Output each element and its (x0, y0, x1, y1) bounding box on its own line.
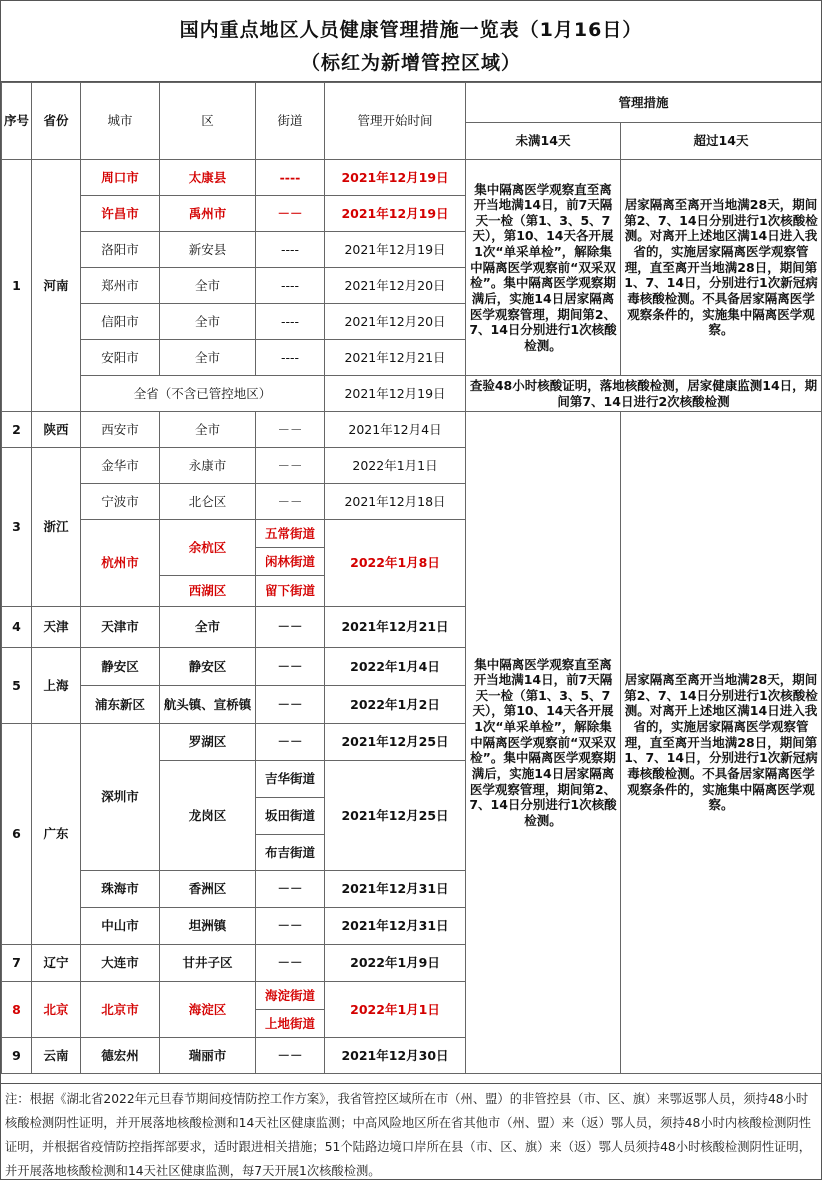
title-block (1, 1, 821, 82)
street-wuchang: 五常街道 (256, 520, 325, 548)
district-zhengzhou: 全市 (160, 268, 256, 304)
city-zhengzhou: 郑州市 (81, 268, 160, 304)
street-xinyang: ---- (256, 304, 325, 340)
city-xian: 西安市 (81, 412, 160, 448)
street-bantian: 坂田街道 (256, 798, 325, 835)
district-taikang: 太康县 (160, 160, 256, 196)
start-longgang: 2021年12月25日 (325, 761, 466, 871)
province-zhejiang: 浙江 (32, 448, 81, 607)
city-shenzhen: 深圳市 (81, 724, 160, 871)
street-ningbo: －－ (256, 484, 325, 520)
start-dalian: 2022年1月9日 (325, 945, 466, 982)
city-jingan: 静安区 (81, 648, 160, 686)
district-xinan: 新安县 (160, 232, 256, 268)
district-ruili: 瑞丽市 (160, 1038, 256, 1074)
street-zhengzhou: ---- (256, 268, 325, 304)
district-haidian: 海淀区 (160, 982, 256, 1038)
start-luoyang: 2021年12月19日 (325, 232, 466, 268)
street-liuxia: 留下街道 (256, 576, 325, 607)
street-dalian: －－ (256, 945, 325, 982)
street-jihua: 吉华街道 (256, 761, 325, 798)
header-start-time: 管理开始时间 (325, 83, 466, 160)
seq-8: 8 (2, 982, 32, 1038)
district-luohu: 罗湖区 (160, 724, 256, 761)
footnote: 注：根据《湖北省2022年元旦春节期间疫情防控工作方案》，我省管控区域所在市（州、盟）的非管控县（市、区、旗）来鄂返鄂人员，须持48小时核酸检测阴性证明，并开展落地核酸检测和14天社区健康监测；中高风险地区所在省其他市（州、盟）来（返）鄂人员，须持48小时内核酸检测阴性证明，并根据省疫情防控指挥部要求，适时跟进相关措施；51个陆路边境口岸所在县（市、区、旗）来（返）鄂人员须持48小时核酸检测阴性证明，并开展落地核酸检测和14天社区健康监测，每7天开展1次核酸检测。 (1, 1083, 821, 1186)
start-zhengzhou: 2021年12月20日 (325, 268, 466, 304)
district-yongkang: 永康市 (160, 448, 256, 484)
header-district: 区 (160, 83, 256, 160)
province-shanghai: 上海 (32, 648, 81, 724)
province-liaoning: 辽宁 (32, 945, 81, 982)
start-xinyang: 2021年12月20日 (325, 304, 466, 340)
header-city: 城市 (81, 83, 160, 160)
measure-henan-under-14: 集中隔离医学观察直至离开当地满14日，前7天隔天一检（第1、3、5、7天），第10、14天各开展1次“单采单检”，解除集中隔离医学观察前“双采双检”。集中隔离医学观察期满后，实施14日居家隔离医学观察管理，期间第2、7、14日分别进行1次核酸检测。 (466, 160, 621, 376)
seq-7: 7 (2, 945, 32, 982)
start-anyang: 2021年12月21日 (325, 340, 466, 376)
city-jinhua: 金华市 (81, 448, 160, 484)
start-zhuhai: 2021年12月31日 (325, 871, 466, 908)
city-ningbo: 宁波市 (81, 484, 160, 520)
page-subtitle: （标红为新增管控区域） (300, 52, 521, 74)
city-dalian: 大连市 (81, 945, 160, 982)
province-tianjin: 天津 (32, 607, 81, 648)
start-xian: 2021年12月4日 (325, 412, 466, 448)
district-tanzhou: 坦洲镇 (160, 908, 256, 945)
city-zhoukou: 周口市 (81, 160, 160, 196)
city-anyang: 安阳市 (81, 340, 160, 376)
measure-others-under-14: 集中隔离医学观察直至离开当地满14日，前7天隔天一检（第1、3、5、7天），第10、14天各开展1次“单采单检”，解除集中隔离医学观察前“双采双检”。集中隔离医学观察期满后，实施14日居家隔离医学观察管理，期间第2、7、14日分别进行1次核酸检测。 (466, 412, 621, 1074)
header-over-14: 超过14天 (621, 123, 822, 160)
street-haidian: 海淀街道 (256, 982, 325, 1010)
city-tianjin: 天津市 (81, 607, 160, 648)
seq-5: 5 (2, 648, 32, 724)
city-xuchang: 许昌市 (81, 196, 160, 232)
city-luoyang: 洛阳市 (81, 232, 160, 268)
street-xian: －－ (256, 412, 325, 448)
start-hangzhou: 2022年1月8日 (325, 520, 466, 607)
street-xuchang: －－ (256, 196, 325, 232)
street-pudong: －－ (256, 686, 325, 724)
province-shaanxi: 陕西 (32, 412, 81, 448)
district-xiangzhou: 香洲区 (160, 871, 256, 908)
district-xian: 全市 (160, 412, 256, 448)
district-longgang: 龙岗区 (160, 761, 256, 871)
city-dehong: 德宏州 (81, 1038, 160, 1074)
start-jinhua: 2022年1月1日 (325, 448, 466, 484)
street-jingan: －－ (256, 648, 325, 686)
district-tianjin: 全市 (160, 607, 256, 648)
district-hangtou: 航头镇、宣桥镇 (160, 686, 256, 724)
start-ningbo: 2021年12月18日 (325, 484, 466, 520)
street-luoyang: ---- (256, 232, 325, 268)
start-beijing: 2022年1月1日 (325, 982, 466, 1038)
district-beilun: 北仑区 (160, 484, 256, 520)
city-hangzhou: 杭州市 (81, 520, 160, 607)
city-zhuhai: 珠海市 (81, 871, 160, 908)
start-zhoukou: 2021年12月19日 (325, 160, 466, 196)
province-beijing: 北京 (32, 982, 81, 1038)
seq-2: 2 (2, 412, 32, 448)
street-luohu: －－ (256, 724, 325, 761)
seq-4: 4 (2, 607, 32, 648)
district-yuzhou: 禹州市 (160, 196, 256, 232)
city-xinyang: 信阳市 (81, 304, 160, 340)
header-seq: 序号 (2, 83, 32, 160)
start-zhongshan: 2021年12月31日 (325, 908, 466, 945)
district-xihu: 西湖区 (160, 576, 256, 607)
measure-others-over-14: 居家隔离至离开当地满28天，期间第2、7、14日分别进行1次核酸检测。对离开上述地区满14日进入我省的，实施居家隔离医学观察管理，直至离开当地满28日，期间第1、7、14日，分别进行1次新冠病毒核酸检测。不具备居家隔离医学观察条件的，实施集中隔离医学观察。 (621, 412, 822, 1074)
seq-6: 6 (2, 724, 32, 945)
district-anyang: 全市 (160, 340, 256, 376)
header-measures: 管理措施 (466, 83, 822, 123)
street-jinhua: －－ (256, 448, 325, 484)
city-zhongshan: 中山市 (81, 908, 160, 945)
street-buji: 布吉街道 (256, 835, 325, 871)
city-pudong: 浦东新区 (81, 686, 160, 724)
measures-table (1, 82, 822, 1074)
district-xinyang: 全市 (160, 304, 256, 340)
measure-henan-whole: 查验48小时核酸证明，落地核酸检测，居家健康监测14日，期间第7、14日进行2次核酸检测 (466, 376, 822, 412)
start-pudong: 2022年1月2日 (325, 686, 466, 724)
seq-9: 9 (2, 1038, 32, 1074)
street-zhoukou: ---- (256, 160, 325, 196)
header-under-14: 未满14天 (466, 123, 621, 160)
street-xianlin: 闲林街道 (256, 548, 325, 576)
seq-1: 1 (2, 160, 32, 412)
measure-henan-over-14: 居家隔离至离开当地满28天，期间第2、7、14日分别进行1次核酸检测。对离开上述地区满14日进入我省的，实施居家隔离医学观察管理，直至离开当地满28日，期间第1、7、14日，分别进行1次新冠病毒核酸检测。不具备居家隔离医学观察条件的，实施集中隔离医学观察。 (621, 160, 822, 376)
start-tianjin: 2021年12月21日 (325, 607, 466, 648)
district-yuhang: 余杭区 (160, 520, 256, 576)
start-jingan: 2022年1月4日 (325, 648, 466, 686)
seq-3: 3 (2, 448, 32, 607)
street-anyang: ---- (256, 340, 325, 376)
header-province: 省份 (32, 83, 81, 160)
henan-whole-province: 全省（不含已管控地区） (81, 376, 325, 412)
district-jingan: 静安区 (160, 648, 256, 686)
street-zhongshan: －－ (256, 908, 325, 945)
start-luohu: 2021年12月25日 (325, 724, 466, 761)
start-xuchang: 2021年12月19日 (325, 196, 466, 232)
district-ganjingzi: 甘井子区 (160, 945, 256, 982)
city-beijing: 北京市 (81, 982, 160, 1038)
province-henan: 河南 (32, 160, 81, 412)
street-zhuhai: －－ (256, 871, 325, 908)
street-ruili: －－ (256, 1038, 325, 1074)
start-ruili: 2021年12月30日 (325, 1038, 466, 1074)
page-title: 国内重点地区人员健康管理措施一览表（1月16日） (179, 19, 643, 41)
header-street: 街道 (256, 83, 325, 160)
street-shangdi: 上地街道 (256, 1010, 325, 1038)
start-henan-whole: 2021年12月19日 (325, 376, 466, 412)
province-yunnan: 云南 (32, 1038, 81, 1074)
province-guangdong: 广东 (32, 724, 81, 945)
street-tianjin: －－ (256, 607, 325, 648)
